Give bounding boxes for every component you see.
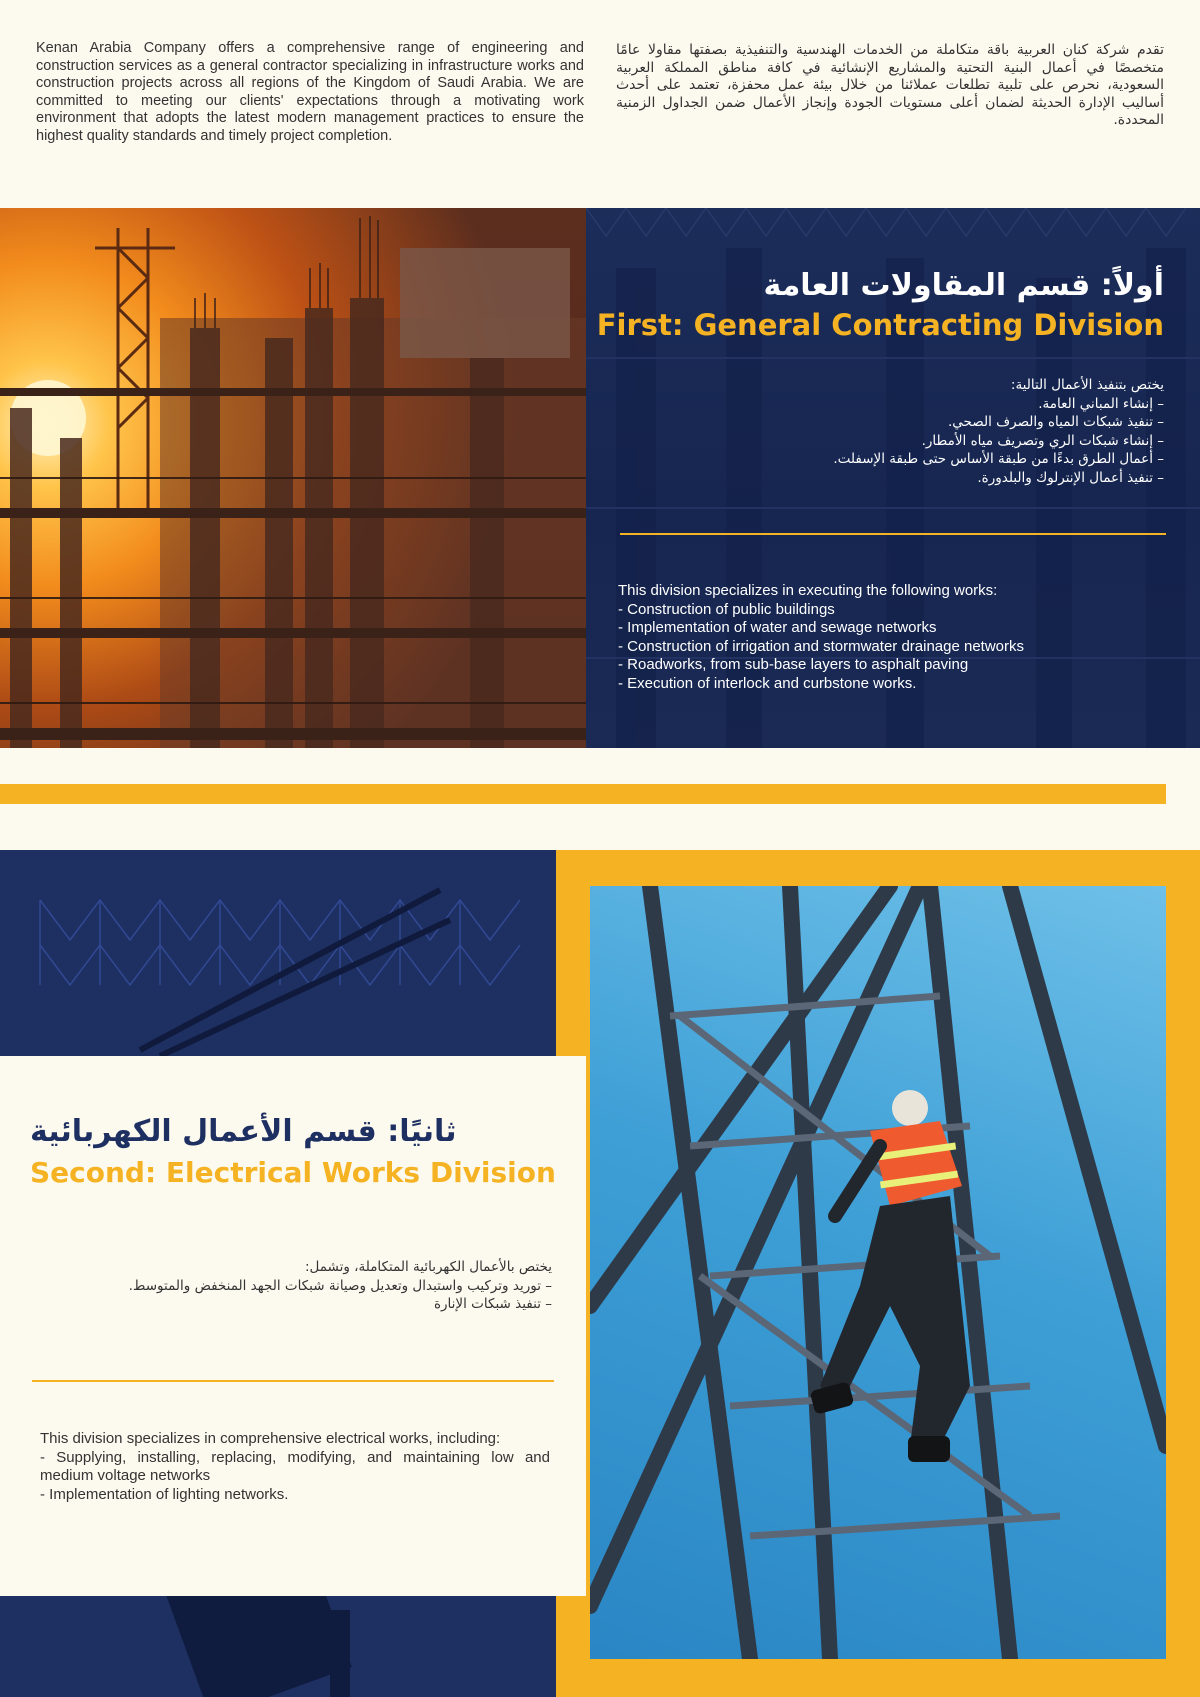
- list-item: - Execution of interlock and curbstone works.: [618, 674, 917, 692]
- intro-english-paragraph: Kenan Arabia Company offers a comprehensive range of engineering and construction services as a general contractor specializing in infrastructure works and construction projects across all regions of the Kingdom of Saudi Arabia. We are committed to meeting our clients' expectations through a motivating work environment that adopts the latest modern management practices to ensure the highest quality standards and timely project completion.: [36, 40, 584, 144]
- section1-title-arabic: أولاً: قسم المقاولات العامة: [763, 268, 1164, 303]
- list-item: – تنفيذ أعمال الإنترلوك والبلدورة.: [977, 469, 1164, 486]
- gold-separator-bar: [0, 784, 1166, 804]
- list-item: – تنفيذ شبكات المياه والصرف الصحي.: [948, 414, 1164, 430]
- list-item: – تنفيذ شبكات الإنارة: [433, 1296, 552, 1312]
- list-item: - Implementation of water and sewage networks: [618, 619, 937, 636]
- section1-english-list: [618, 582, 1178, 693]
- list-item: - Roadworks, from sub-base layers to asphalt paving: [618, 656, 969, 673]
- section2-divider: [32, 1380, 554, 1382]
- list-item: - Construction of irrigation and stormwater drainage networks: [618, 637, 1025, 655]
- list-item: This division specializes in executing the following works:: [618, 582, 998, 599]
- section1-arabic-list: [624, 376, 1164, 487]
- list-item: This division specializes in comprehensive electrical works, including:: [40, 1430, 501, 1447]
- list-item: – أعمال الطرق بدءًا من طبقة الأساس حتى طبقة الإسفلت.: [833, 451, 1164, 467]
- construction-site-photo: [0, 208, 586, 748]
- section2-title-english: Second: Electrical Works Division: [30, 1156, 556, 1189]
- section2-arabic-list: [36, 1258, 552, 1314]
- lineman-climbing-tower-photo: [590, 886, 1166, 1659]
- list-item: – إنشاء شبكات الري وتصريف مياه الأمطار.: [921, 432, 1164, 449]
- list-item: يختص بالأعمال الكهربائية المتكاملة، وتشمل:: [304, 1259, 552, 1275]
- list-item: يختص بتنفيذ الأعمال التالية:: [1010, 377, 1164, 393]
- list-item: - Implementation of lighting networks.: [40, 1485, 289, 1503]
- list-item: – توريد وتركيب واستبدال وتعديل وصيانة شبكات الجهد المنخفض والمتوسط.: [128, 1277, 552, 1294]
- section2-english-list: [40, 1430, 550, 1504]
- list-item: - Supplying, installing, replacing, modifying, and maintaining low and medium voltage networks: [40, 1448, 550, 1484]
- section1-divider: [620, 533, 1166, 535]
- intro-arabic-paragraph: تقدم شركة كنان العربية باقة متكاملة من الخدمات الهندسية والتنفيذية بصفتها مقاولا عامًا متخصصًا في أعمال البنية التحتية والمشاريع الإنشائية في كافة مناطق المملكة العربية السعودية، نحرص على تلبية تطلعات عملائنا من خلال بيئة عمل محفزة، تعتمد على أحدث أساليب الإدارة الحديثة لضمان أعلى مستويات الجودة وإنجاز الأعمال ضمن الجداول الزمنية المحددة.: [616, 42, 1164, 128]
- list-item: - Construction of public buildings: [618, 600, 835, 618]
- section1-title-english: First: General Contracting Division: [596, 308, 1164, 342]
- section2-title-arabic: ثانيًا: قسم الأعمال الكهربائية: [30, 1114, 457, 1149]
- list-item: – إنشاء المباني العامة.: [1038, 395, 1164, 412]
